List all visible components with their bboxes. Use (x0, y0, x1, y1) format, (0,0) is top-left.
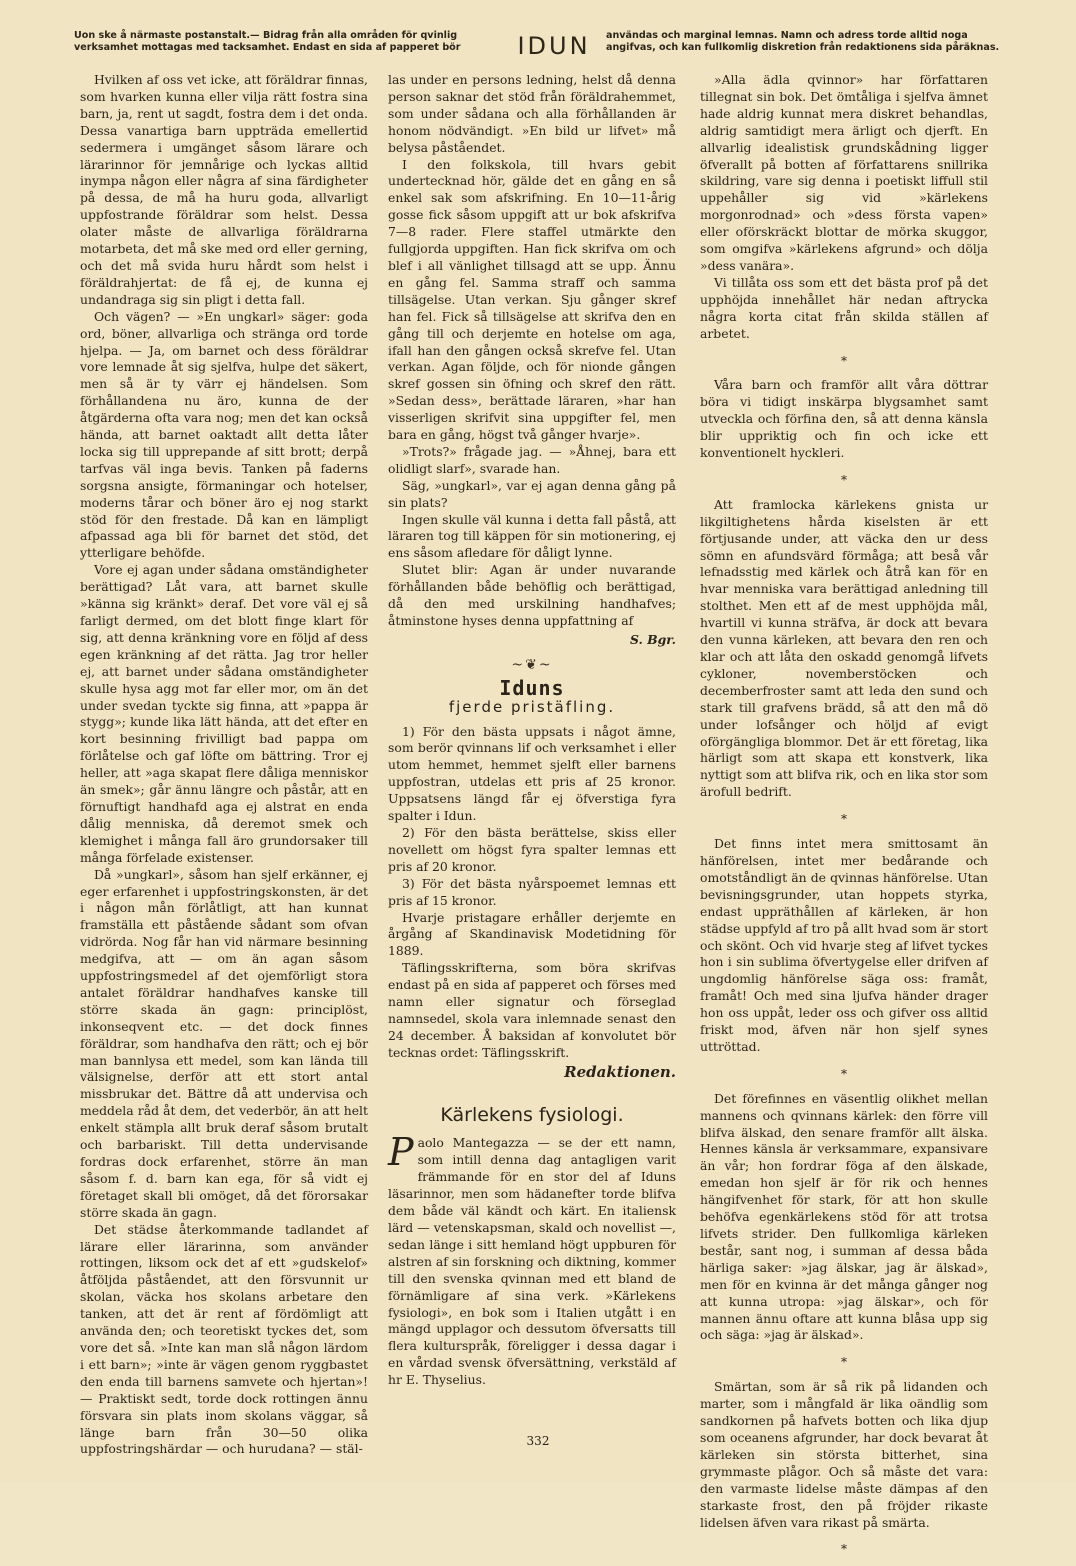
paragraph: »Trots?» frågade jag. — »Åhnej, bara ett olidligt slarf», svarade han. (388, 443, 676, 476)
page-number: 332 (526, 1434, 550, 1448)
quote-block: Våra barn och framför allt våra döttrar böra vi tidigt inskärpa blygsamhet samt utveckla och förfina den, så att denna känsla blir uppriktig och fin och icke ett konventionelt hyckleri. (700, 377, 988, 461)
paragraph: Ingen skulle väl kunna i detta fall påstå, att läraren tog till käppen för sin motionering, ej ens såsom afledare för dåligt lynne. (388, 511, 676, 561)
header-left-notice: Uon ske å närmaste postanstalt.— Bidrag från alla områden för qvinlig verksamhet mottagas med tacksamhet. Endast en sida af papperet bör (74, 30, 461, 53)
section-star: * (841, 353, 847, 368)
paragraph: Hvilken af oss vet icke, att föräldrar finnas, som hvarken kunna eller vilja rätt fostra sina barn, ja, rent ut sagdt, fostra dem i det onda. Dessa vanartiga barn uppträda emellertid sedermera i umgänget såsom lärare och lärarinnor för jemnårige och lyckas alltid inympa någon eller några af sina färdigheter på dessa, de må ha huru goda, allvarligt uppfostrande föräldrar som helst. Dessa olater måste de allvarliga föräldrarna motarbeta, det må ske med ord eller gerning, och det må svida huru hårdt som helst i föräldrahjertat: de få ej, de kunna ej undandraga sig sin pligt i detta fall. (80, 72, 368, 307)
ornament-divider: ~❦~ (511, 656, 553, 673)
prize-subtitle: fjerde pristäfling. (448, 697, 616, 716)
paragraph: Vore ej agan under sådana omständigheter berättigad? Låt vara, att barnet skulle »känna sig kränkt» deraf. Det vore väl ej så farligt dermed, om det blott finge klart för sig, att denna kränkning vore en följd af dess egen kränkning af det rätta. Jag tror heller ej, att barnet under sådana omständigheter skulle hysa agg mot far eller mor, om än det under svedan tyckte sig finna, att »pappa är stygg»; kunde lika lätt hända, att det efter en kort besinning frivilligt bad pappa om förlåtelse och gaf löfte om bättring. Tror ej heller, att »aga skapat flere dåliga menniskor än smek»; går ännu längre och påstår, att en förnuftigt handhafd aga ej alstrat en enda dålig menniska, då deremot smek och klemighet i många fall äro grundorsaker till många förfelade existenser. (80, 562, 368, 865)
editorial-signature: Redaktionen. (564, 1062, 676, 1081)
prize-signature-row (388, 1064, 676, 1081)
prize-item: Täflingsskrifterna, som böra skrifvas endast på en sida af papperet och förses med namn eller signatur och förseglad namnsedel, skola vara inlemnade senast den 24 december. Å baksidan af konvolutet bör tecknas ordet: Täflingsskrift. (388, 960, 676, 1060)
section-star: * (841, 1066, 847, 1081)
prize-contest-section (388, 675, 676, 1081)
paragraph: Det städse återkommande tadlandet af lärare eller lärarinna, som använder rottingen, liksom ock det af ett »gudskelof» åtföljda påståendet, att den försvunnit ur skolan, väcka hos skolans arbetare den tanken, att det är rent af fördömligt att använda den; och teoretiskt tyckes det, som vore det så. »Inte kan man slå någon lärdom i ett barn»; »inte är vägen genom ryggbastet den enda till barnens samvete och hjertan»! — Praktiskt sedt, torde dock rottingen ännu försvara sin plats inom skolans väggar, så länge barn från 30—50 olika uppfostringshärdar — och hurudana? — stäl- (80, 1221, 368, 1457)
prize-title: Iduns (499, 675, 565, 700)
author-signature: S. Bgr. (630, 631, 676, 647)
header-right-notice: användas och marginal lemnas. Namn och adress torde alltid noga angifvas, och kan fullkomlig diskretion från redaktionens sida påräknas. (606, 30, 1000, 53)
paragraph: »Alla ädla qvinnor» har författaren tillegnat sin bok. Det ömtåliga i sjelfva ämnet hade aldrig kunnat mera diskret behandlas, aldrig samtidigt mera ärligt och djerft. En allvarlig idealistisk grundskådning ligger öfverallt på botten af författarens snillrika skildring, vare sig denna i poetiskt liffull stil uppehåller sig vid »kärlekens morgonrodnad» och »dess första vapen» eller oförskräckt blottar de mörka skuggor, som omgifva »kärlekens afgrund» och dölja »dess vanära». (700, 72, 988, 273)
article-title: Kärlekens fysiologi. (440, 1103, 624, 1126)
prize-item: 2) För den bästa berättelse, skiss eller novellett om högst fyra spalter lemnas ett pris af 20 kronor. (388, 824, 676, 874)
section-star: * (841, 1355, 847, 1370)
paragraph: Då »ungkarl», såsom han sjelf erkänner, ej eger erfarenhet i uppfostringskonsten, är det i någon mån förlåtligt, att han kunnat framställa ett påstående sådant som ofvan vidrörda. Nog får han vid närmare besinning medgifva, att — om än agan såsom uppfostringsmedel af det ojemförligt stora antalet föräldrar handhafves kanske till större skada än gagn: principlöst, inkonseqvent etc. — det dock finnes föräldrar, som handhafva den rätt; och ej bör man bannlysa ett medel, som kan lända till välsignelse, derför att ett stort antal missbrukar det. Bättre då att undervisa och meddela råd åt dem, det vederbör, än att helt enkelt stämpla allt bruk deraf såsom brutalt och barbariskt. Till detta undervisande fordras dock erfarenhet, större än man såsom f. d. barn kan ega, för så vidt ej företaget skall bli omöget, då det förorsakar större skada än gagn. (80, 866, 368, 1220)
paragraph: Och vägen? — »En ungkarl» säger: goda ord, böner, allvarliga och stränga ord torde hjelpa. — Ja, om barnet och dess föräldrar vore lemnade åt sig sjelfva, hulpe det säkert, men så är ty värr ej händelsen. Som förhållandena nu äro, kunna de der åtgärderna ofta vara nog; men det kan också hända, att barnet oaktadt allt detta låter locka sig till upprepande af sitt brott; derpå tarfvas väl inga bevis. Tanken på faderns sorgsna ansigte, förmaningar och hotelser, moderns tårar och böner äro ej nog starkt stöd för den frestade. Då kan en lämpligt afpassad aga bli för barnet det stöd, det ytterligare behöfde. (80, 308, 368, 561)
prize-item: 3) För det bästa nyårspoemet lemnas ett pris af 15 kronor. (388, 875, 676, 908)
section-star: * (841, 472, 847, 487)
quote-block: Det finns intet mera smittosamt än hänförelsen, intet mer bedårande och omotståndligt än de qvinnas hänförelse. Utan bevisningsgrunder, utan hoppets styrka, endast uppräthållen af kärleken, är hon städse uppfyld af tro på allt hvad som är stort och skönt. Och vid hvarje steg af lifvet tyckes hon i sin sublima öfvertygelse eller drifven af ungdomlig hänförelse säga oss: framåt, framåt! Och med sina ljufva händer drager hon oss uppåt, leder oss och gifver oss alltid friskt mod, äfven när hon sjelf synes uttröttad. (700, 836, 988, 1054)
column-2 (388, 72, 676, 1389)
article-body (388, 1130, 676, 1389)
paragraph: Slutet blir: Agan är under nuvarande förhållanden både behöflig och berättigad, då den med urskilning handhafves; åtminstone hyses denna uppfattning af (388, 562, 676, 628)
column-3 (700, 72, 988, 1566)
paragraph: aolo Mantegazza — se der ett namn, som intill denna dag antagligen varit främmande för en stor del af Iduns läsarinnor, men som hädanefter torde blifva dem både väl kändt och kärt. En italiensk lärd — vetenskapsman, skald och novellist —, sedan länge i sitt hemland högt uppburen för alstren af sin forskning och diktning, kommer till den svenska qvinnan med ett bland de förnämligare af sina verk. »Kärlekens fysiologi», en bok som i Italien utgått i en mängd upplagor och dessutom öfversatts till flera kulturspråk, föreligger i dessa dagar i en vårdad svensk öfversättning, verkstäld af hr E. Thyselius. (388, 1135, 676, 1388)
quote-block: Att framlocka kärlekens gnista ur likgiltighetens hårda kiselsten är ett förtjusande under, att väcka den ur dess sömn en afundsvärd förmåga; att beså vår lefnadsstig med kärlek och åtrå kan för en hvar menniska vara berättigad anledning till stolthet. Men ett af de mest upphöjda mål, hvartill vi kunna sträfva, är dock att bevara den vunna kärleken, att bevara den ren och klar och att låta den oskadd genomgå lifvets cykloner, novemberstöcken och decemberfroster samt att leda den sund och stark till grafvens brädd, så att den må dö under lofsånger och höljd af evigt oförgängliga blommor. Det är ett företag, lika härligt som att skapa ett konstverk, lika nyttigt som att blifva rik, och en lika stor som ärofull bedrift. (700, 496, 988, 800)
paragraph: Säg, »ungkarl», var ej agan denna gång på sin plats? (388, 477, 676, 510)
section-star: * (841, 812, 847, 827)
masthead-title: IDUN (517, 32, 591, 60)
paragraph: las under en persons ledning, helst då denna person saknar det stöd från föräldrahemmet, som under sådana och alla förhållanden är honom nödvändigt. »En bild ur lifvet» må belysa påståendet. (388, 72, 676, 155)
paragraph: I den folkskola, till hvars gebit undertecknad hör, gälde det en gång en så enkel sak som afskrifning. En 10—11-årig gosse fick såsom uppgift att ur bok afskrifva 7—8 rader. Flere staffel utmärkte den fullgjorda uppgiften. Han fick skrifva om och blef i all vänlighet tillsagd att se upp. Ännu en gång fel. Samma straff och samma tillsägelse. Utan verkan. Sju gånger skref han fel. Fick så tillsägelse att skrifva den en gång till och derjemte en hotelse om aga, ifall han den gången också skrefve fel. Utan verkan. Agan följde, och för nionde gången skref gossen sin öfning och skref den rätt. »Sedan dess», berättade läraren, »har han visserligen skrifvit sina uppgifter fel, men bara en gång, högst två gånger hvarje». (388, 156, 676, 443)
quote-block: Smärtan, som är så rik på lidanden och marter, som i mångfald är lika oändlig som sandkornen på hafvets botten och lika djup som oceanens afgrunder, har dock bevarat åt kärleken sin största bitterhet, sina grymmaste plågor. Och så måste det vara: den varmaste lidelse måste dämpas af den starkaste frost, den på fröjder rikaste lidelsen äfven vara rikast på smärta. (700, 1379, 988, 1530)
section-star: * (841, 1542, 847, 1557)
prize-item: 1) För den bästa uppsats i något ämne, som berör qvinnans lif och verksamhet i eller utom hemmet, hemmet sjelft eller barnens uppfostran, utdelas ett pris af 25 kronor. Uppsatsens längd får ej öfverstiga fyra spalter i Idun. (388, 723, 676, 824)
drop-cap: P (388, 1130, 414, 1175)
quote-block: Det förefinnes en väsentlig olikhet mellan mannens och qvinnans kärlek: den förre vill blifva älskad, den senare framför allt älska. Hennes känsla är verksammare, expansivare än vår; hon fordrar föga af den älskade, emedan hon sjelf är för rik och hennes hängifvenhet för stark, för att hon skulle behöfva egenkärlekens stöd för att trotsa lifvets strider. Den fullkomliga kärleken består, sant nog, i summan af dessa båda härliga saker: »jag älskar, jag är älskad», men för en kvinna är det många gånger nog att kunna utropa: »jag älskar», och för mannen ännu oftare att kunna blåsa upp sig och säga: »jag är älskad». (700, 1090, 988, 1343)
column-1 (80, 72, 368, 1458)
page-header (74, 30, 1004, 66)
paragraph: Vi tillåta oss som ett det bästa prof på det upphöjda innehållet här nedan aftrycka några korta citat från skilda ställen af arbetet. (700, 274, 988, 341)
prize-item: Hvarje pristagare erhåller derjemte en årgång af Skandinavisk Modetidning för 1889. (388, 909, 676, 959)
